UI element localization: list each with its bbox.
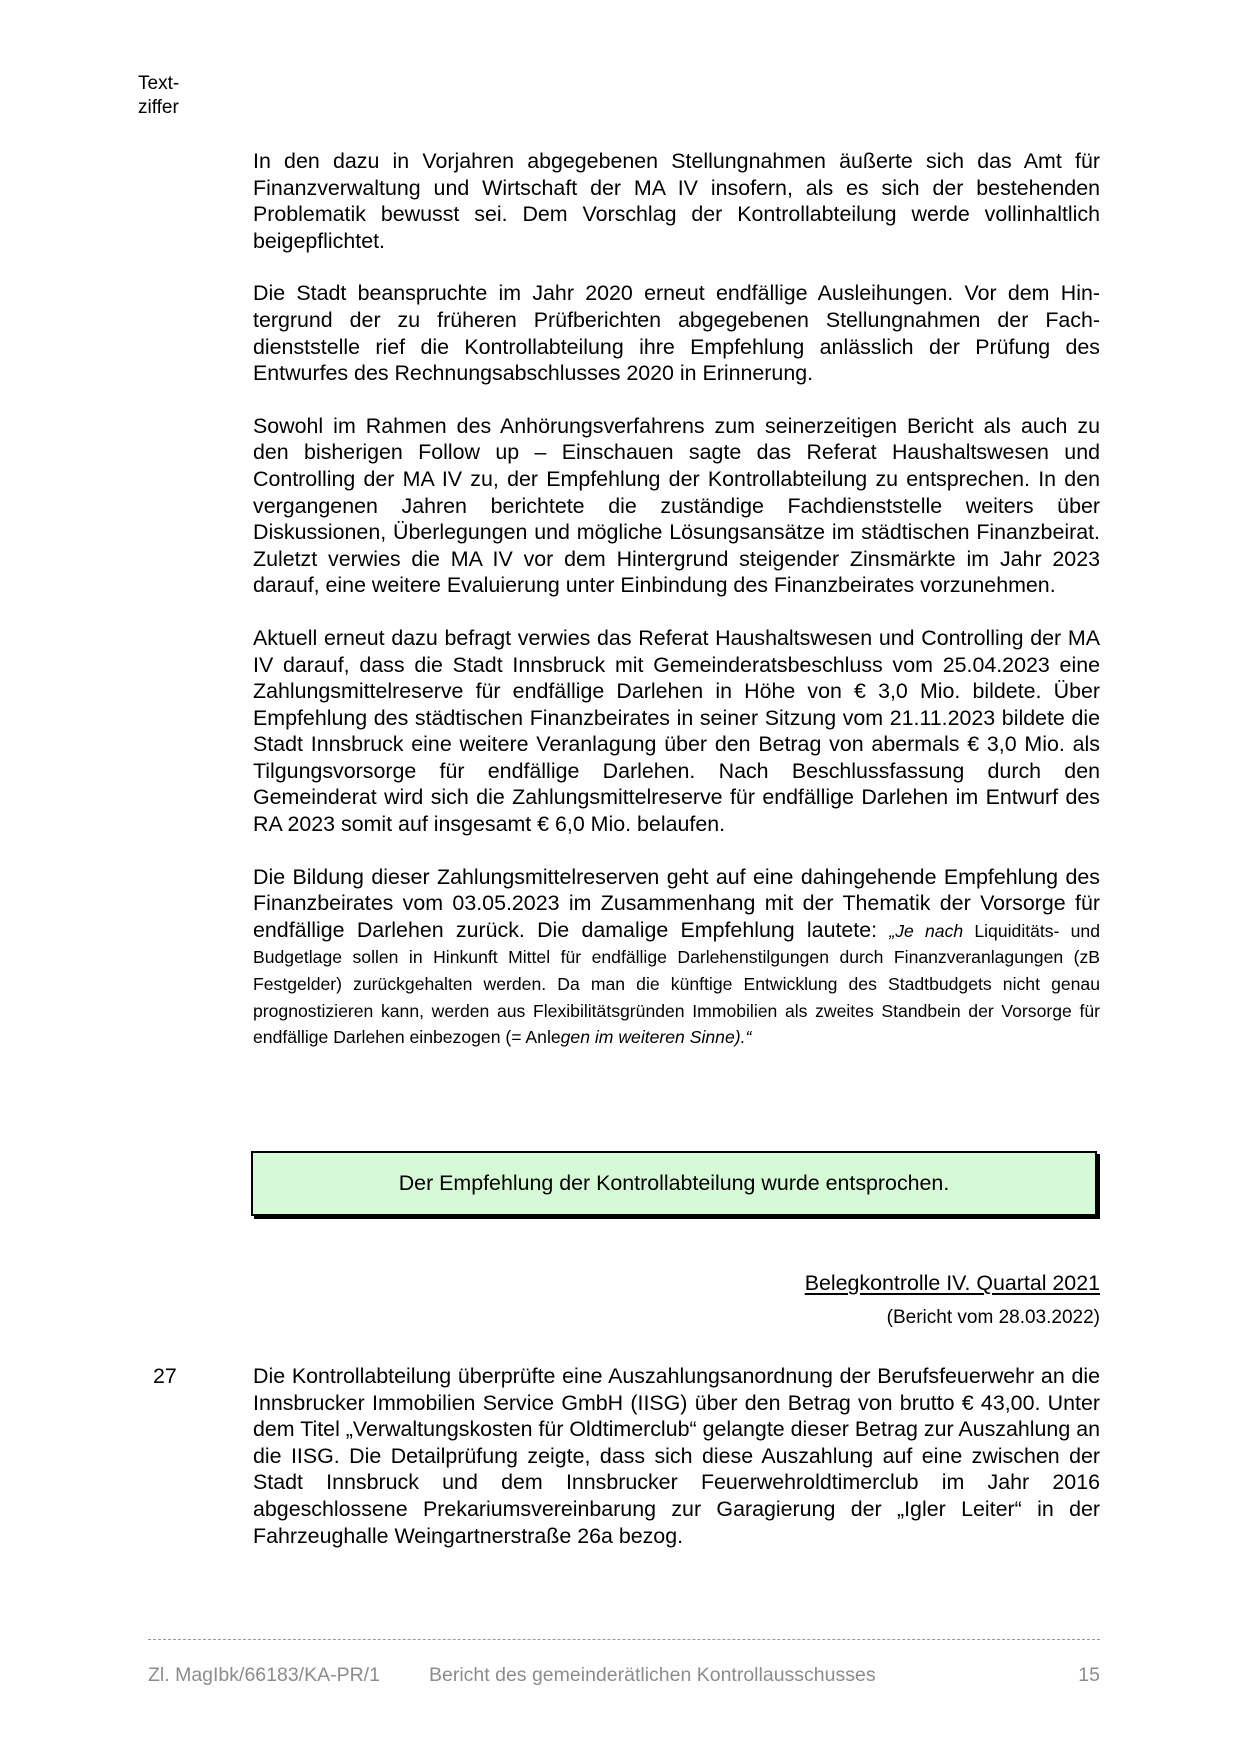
margin-label-line1: Text-	[138, 73, 180, 94]
paragraph-1: In den dazu in Vorjahren abgegebenen Stellungnahmen äußerte sich das Amt für Finanzverwaltung und Wirtschaft der MA IV insofern, als es sich der bestehenden Problematik bewusst sei. Dem Vorschlag der Kontrollabteilung werde vollinhaltlich beigepflichtet.	[253, 149, 1100, 253]
paragraph-3: Sowohl im Rahmen des Anhörungsverfahrens zum seinerzeitigen Bericht als auch zu den bisherigen Follow up – Einschauen sagte das Referat Haushaltswesen und Controlling der MA IV zu, der Empfehlung der Kontrollabteilung zu entsprechen. In den vergangenen Jahren berichtete die zuständige Fachdienststelle weiters über Diskussionen, Überlegungen und mögliche Lösungsansätze im städtischen Finanzbeirat. Zuletzt verwies die MA IV vor dem Hintergrund steigender Zinsmärkte im Jahr 2023 darauf, eine weitere Evaluierung unter Einbindung des Finanzbeirates vorzunehmen.	[253, 413, 1100, 598]
result-box-text: Der Empfehlung der Kontrollabteilung wurde entsprochen.	[398, 1171, 950, 1195]
result-box	[251, 1151, 1097, 1216]
paragraph-27: Die Kontrollabteilung überprüfte eine Auszahlungsanordnung der Berufsfeuerwehr an die Innsbrucker Immobilien Service GmbH (IISG) über den Betrag von brutto € 43,00. Unter dem Titel „Verwaltungskosten für Oldtimerclub“ gelangte dieser Betrag zur Auszahlung an die IISG. Die Detailprüfung zeigte, dass sich diese Auszahlung auf eine zwischen der Stadt Innsbruck und dem Innsbrucker Feuerwehroldtimerclub im Jahr 2016 abgeschlossene Prekariumsvereinbarung zur Garagierung der „Igler Leiter“ in der Fahrzeughalle Weingartnerstraße 26a bezog.	[253, 1364, 1100, 1548]
margin-label-textziffer	[138, 72, 179, 120]
footer-divider	[148, 1639, 1100, 1640]
quote-body: Liquiditäts- und Budgetlage sollen in Hinkunft Mittel für endfällige Darlehenstilgungen durch Finanzveranlagungen (zB Festgelder) zurückgehalten werden. Da man die künftige Entwicklung des Stadtbudgets nicht genau prognostizieren kann, werden aus Flexibilitätsgründen Immobilien als zweites Standbein der Vorsorge für endfällige Darlehen einbezogen (= Anle	[253, 920, 1100, 1048]
section-27-text	[253, 1363, 1100, 1549]
margin-label-line2: ziffer	[138, 97, 179, 118]
section-heading: Belegkontrolle IV. Quartal 2021	[804, 1271, 1100, 1295]
paragraph-5-lead: Die Bildung dieser Zahlungsmittelreserven geht auf eine dahingehende Empfehlung des Finanzbeirates vom 03.05.2023 im Zusammenhang mit der Thematik der Vorsorge für endfällige Darlehen zurück. Die damalige Empfehlung lautete:	[253, 864, 1100, 942]
paragraph-4: Aktuell erneut dazu befragt verwies das Referat Haushaltswesen und Controlling der MA IV darauf, dass die Stadt Innsbruck mit Gemeinderatsbeschluss vom 25.04.2023 eine Zahlungsmittelreserve für endfällige Darlehen in Höhe von € 3,0 Mio. bildete. Über Empfehlung des städtischen Finanzbeirates in seiner Sitzung vom 21.11.2023 bildete die Stadt Innsbruck eine weitere Veranlagung über den Betrag von abermals € 3,0 Mio. als Tilgungsvorsorge für endfällige Darlehen. Nach Beschlussfassung durch den Gemeinderat wird sich die Zahlungsmittelreserve für endfällige Darlehen im Entwurf des RA 2023 somit auf insgesamt € 6,0 Mio. belaufen.	[253, 625, 1100, 837]
page-number: 15	[1078, 1664, 1100, 1686]
quote-italic-start: „Je nach	[889, 920, 964, 941]
quote-italic-end: gen im weiteren Sinne).“	[560, 1027, 752, 1048]
paragraph-5-with-quote	[253, 864, 1100, 1050]
footer-title: Bericht des gemeinderätlichen Kontrollausschusses	[429, 1664, 876, 1686]
section-continued-text	[253, 148, 1100, 1050]
textziffer-number: 27	[153, 1364, 177, 1388]
footer-reference: Zl. MagIbk/66183/KA-PR/1	[148, 1664, 380, 1686]
paragraph-2: Die Stadt beanspruchte im Jahr 2020 erneut endfällige Ausleihungen. Vor dem Hintergrund der zu früheren Prüfberichten abgegebenen Stellungnahmen der Fachdienststelle rief die Kontrollabteilung ihre Empfehlung anlässlich der Prüfung des Entwurfes des Rechnungsabschlusses 2020 in Erinnerung.	[253, 281, 1100, 386]
report-date: (Bericht vom 28.03.2022)	[886, 1307, 1100, 1328]
